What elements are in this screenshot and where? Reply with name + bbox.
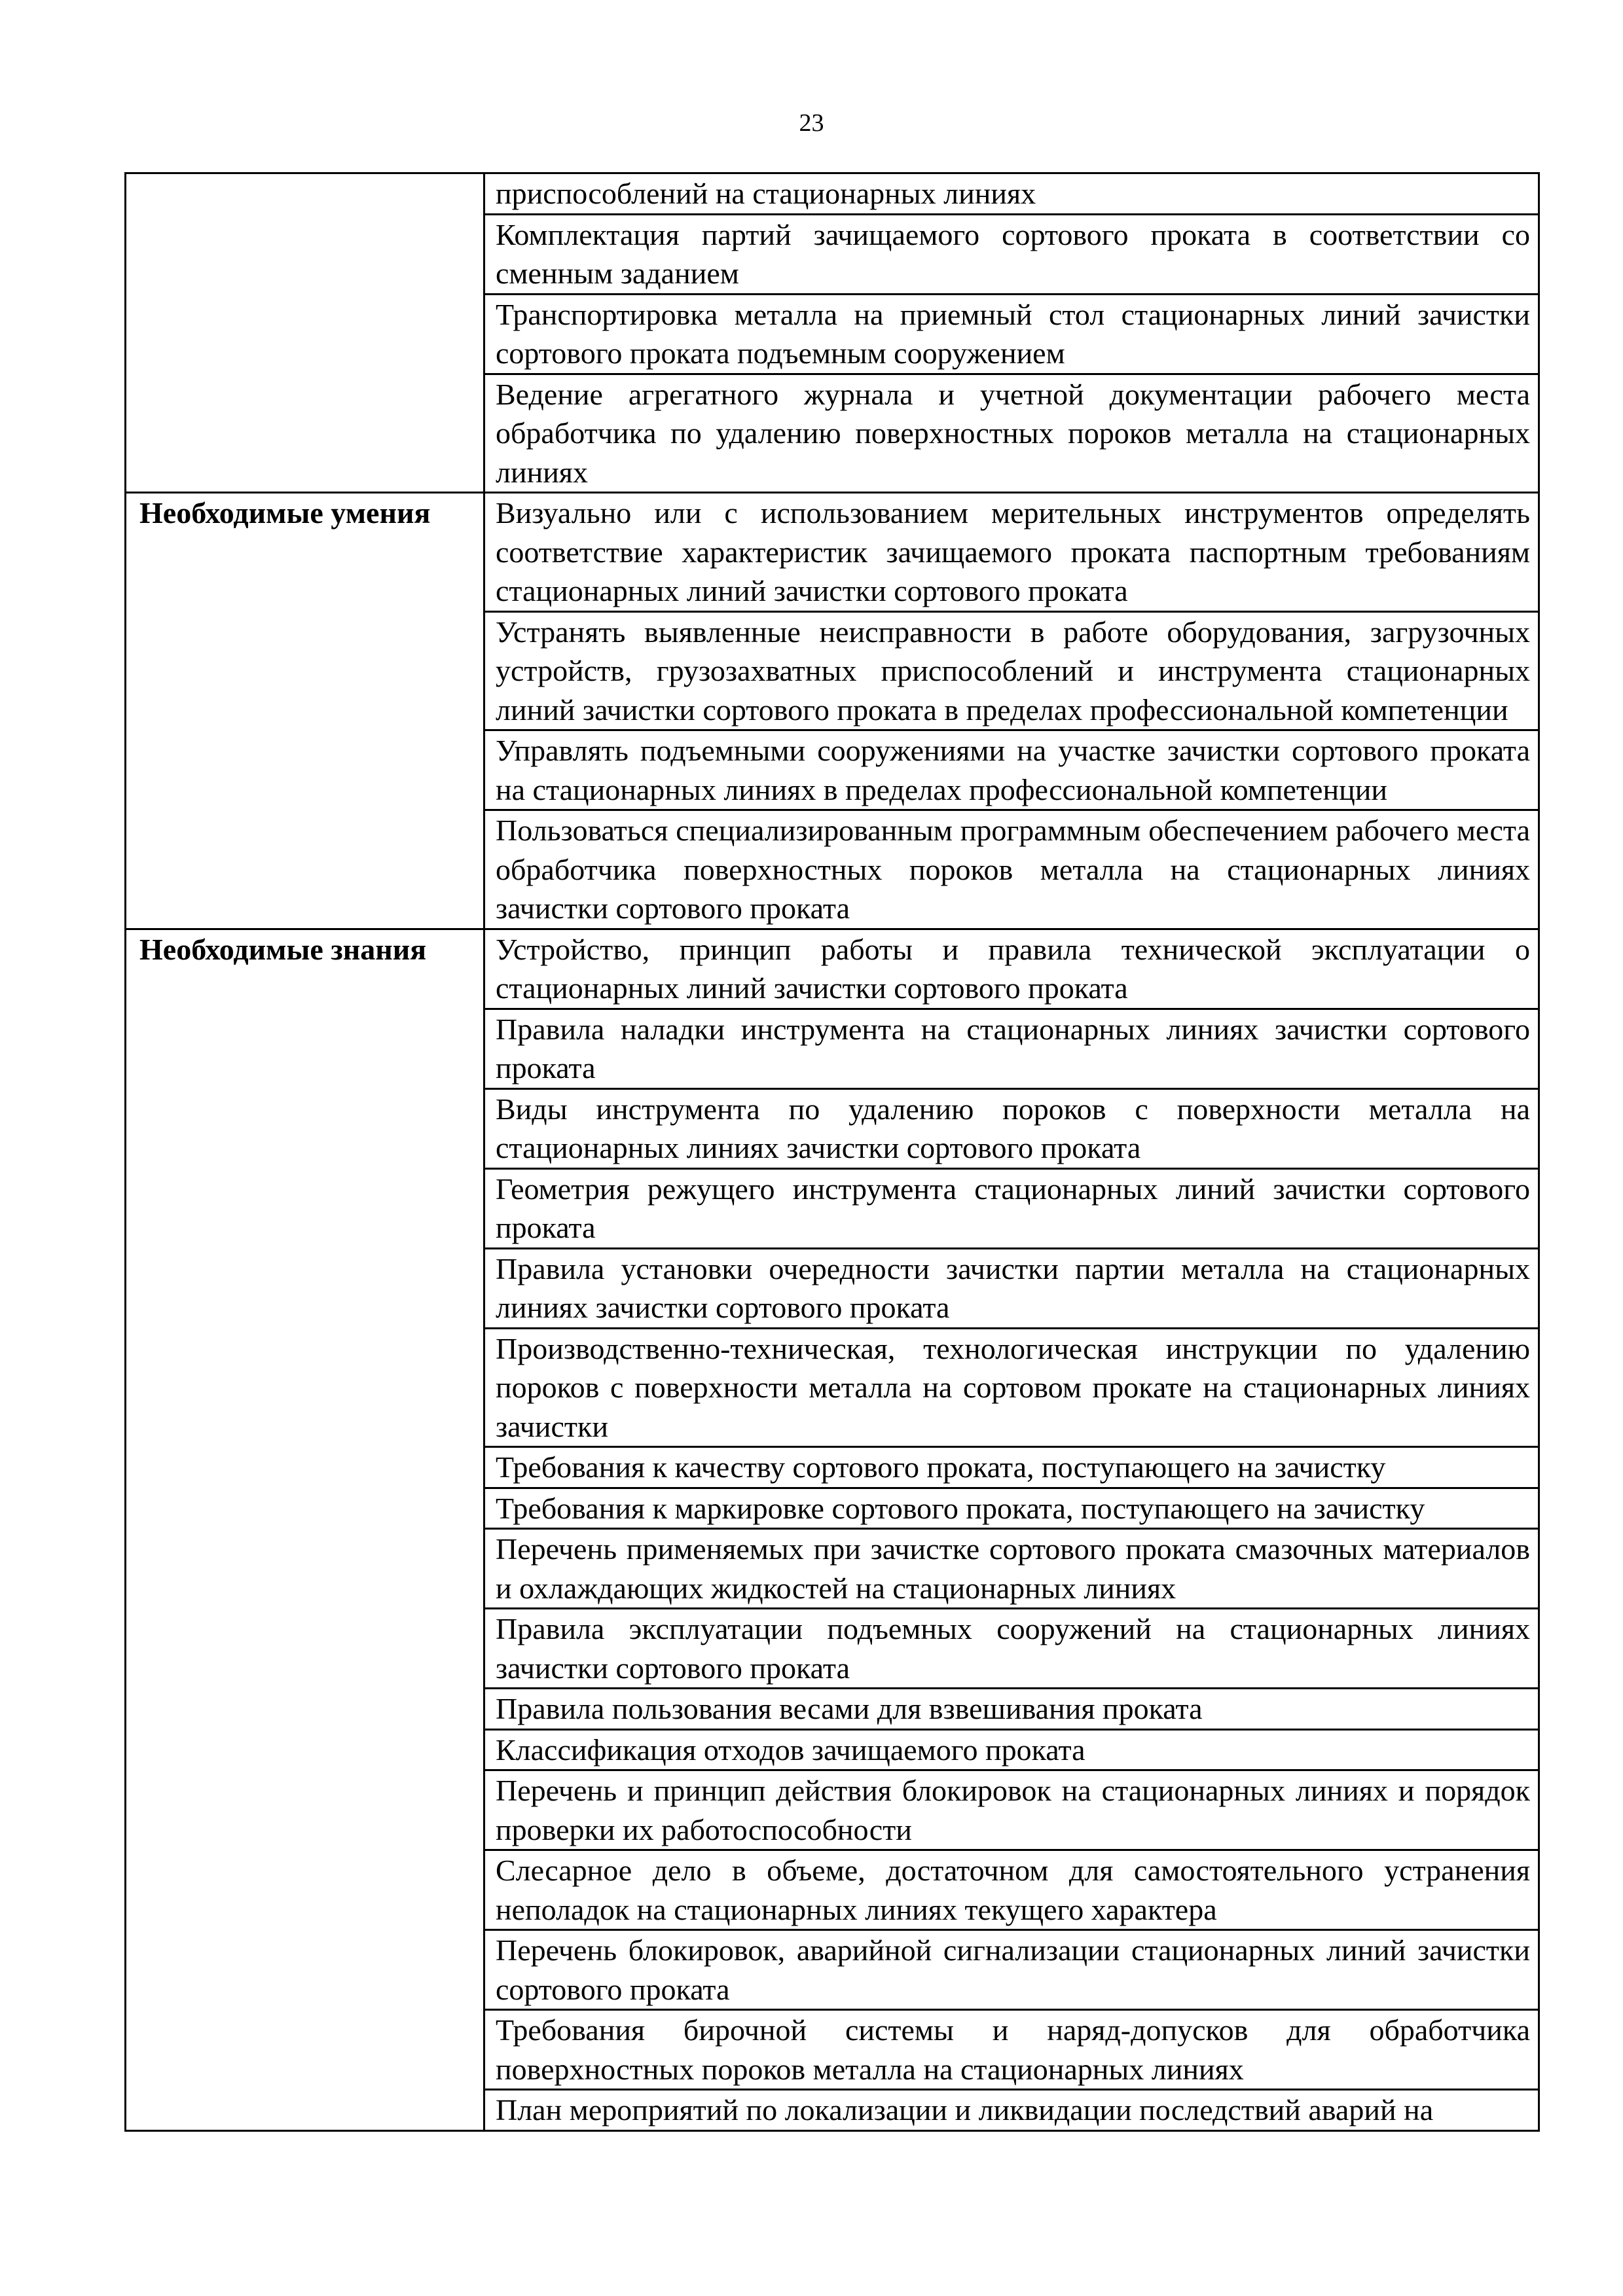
knowledge-text: Требования к маркировке сортового проката, поступающего на зачистку — [484, 1488, 1539, 1529]
skills-label: Необходимые умения — [126, 493, 484, 929]
knowledge-text: План мероприятий по локализации и ликвидации последствий аварий на — [484, 2090, 1539, 2131]
table-row — [126, 294, 1539, 374]
knowledge-text: Правила эксплуатации подъемных сооружений на стационарных линиях зачистки сортового проката — [484, 1609, 1539, 1689]
knowledge-text: Производственно-техническая, технологическая инструкции по удалению пороков с поверхности металла на сортовом прокате на стационарных линиях зачистки — [484, 1328, 1539, 1447]
knowledge-text: Требования бирочной системы и наряд-допусков для обработчика поверхностных пороков металла на стационарных линиях — [484, 2010, 1539, 2090]
action-text: приспособлений на стационарных линиях — [484, 173, 1539, 215]
knowledge-text: Устройство, принцип работы и правила технической эксплуатации о стационарных линий зачистки сортового проката — [484, 929, 1539, 1009]
table-row — [126, 173, 1539, 215]
skill-text: Пользоваться специализированным программным обеспечением рабочего места обработчика поверхностных пороков металла на стационарных линиях зачистки сортового проката — [484, 810, 1539, 929]
knowledge-text: Правила установки очередности зачистки партии металла на стационарных линиях зачистки сортового проката — [484, 1248, 1539, 1328]
table-row — [126, 493, 1539, 612]
requirements-table — [124, 172, 1540, 2132]
knowledge-text: Требования к качеству сортового проката, поступающего на зачистку — [484, 1447, 1539, 1488]
skill-text: Устранять выявленные неисправности в работе оборудования, загрузочных устройств, грузозахватных приспособлений и инструмента стационарных линий зачистки сортового проката в пределах профессиональной компетенции — [484, 611, 1539, 730]
empty-label-cell — [126, 214, 484, 294]
table-row — [126, 929, 1539, 1009]
empty-label-cell — [126, 294, 484, 374]
empty-label-cell — [126, 173, 484, 215]
knowledge-text: Перечень применяемых при зачистке сортового проката смазочных материалов и охлаждающих жидкостей на стационарных линиях — [484, 1529, 1539, 1609]
knowledge-text: Правила пользования весами для взвешивания проката — [484, 1689, 1539, 1730]
action-text: Ведение агрегатного журнала и учетной документации рабочего места обработчика по удалению поверхностных пороков металла на стационарных линиях — [484, 374, 1539, 493]
table-row — [126, 374, 1539, 493]
skill-text: Управлять подъемными сооружениями на участке зачистки сортового проката на стационарных линиях в пределах профессиональной компетенции — [484, 730, 1539, 810]
knowledge-text: Правила наладки инструмента на стационарных линиях зачистки сортового проката — [484, 1009, 1539, 1088]
knowledge-text: Геометрия режущего инструмента стационарных линий зачистки сортового проката — [484, 1168, 1539, 1248]
table-row — [126, 214, 1539, 294]
knowledge-text: Слесарное дело в объеме, достаточном для самостоятельного устранения неполадок на стационарных линиях текущего характера — [484, 1850, 1539, 1930]
page-number: 23 — [799, 109, 824, 137]
action-text: Комплектация партий зачищаемого сортового проката в соответствии со сменным заданием — [484, 214, 1539, 294]
knowledge-text: Перечень блокировок, аварийной сигнализации стационарных линий зачистки сортового проката — [484, 1930, 1539, 2010]
knowledge-label: Необходимые знания — [126, 929, 484, 2130]
knowledge-text: Классификация отходов зачищаемого проката — [484, 1729, 1539, 1770]
knowledge-text: Виды инструмента по удалению пороков с поверхности металла на стационарных линиях зачистки сортового проката — [484, 1088, 1539, 1168]
action-text: Транспортировка металла на приемный стол стационарных линий зачистки сортового проката подъемным сооружением — [484, 294, 1539, 374]
skill-text: Визуально или с использованием мерительных инструментов определять соответствие характеристик зачищаемого проката паспортным требованиям стационарных линий зачистки сортового проката — [484, 493, 1539, 612]
empty-label-cell — [126, 374, 484, 493]
knowledge-text: Перечень и принцип действия блокировок на стационарных линиях и порядок проверки их работоспособности — [484, 1770, 1539, 1850]
